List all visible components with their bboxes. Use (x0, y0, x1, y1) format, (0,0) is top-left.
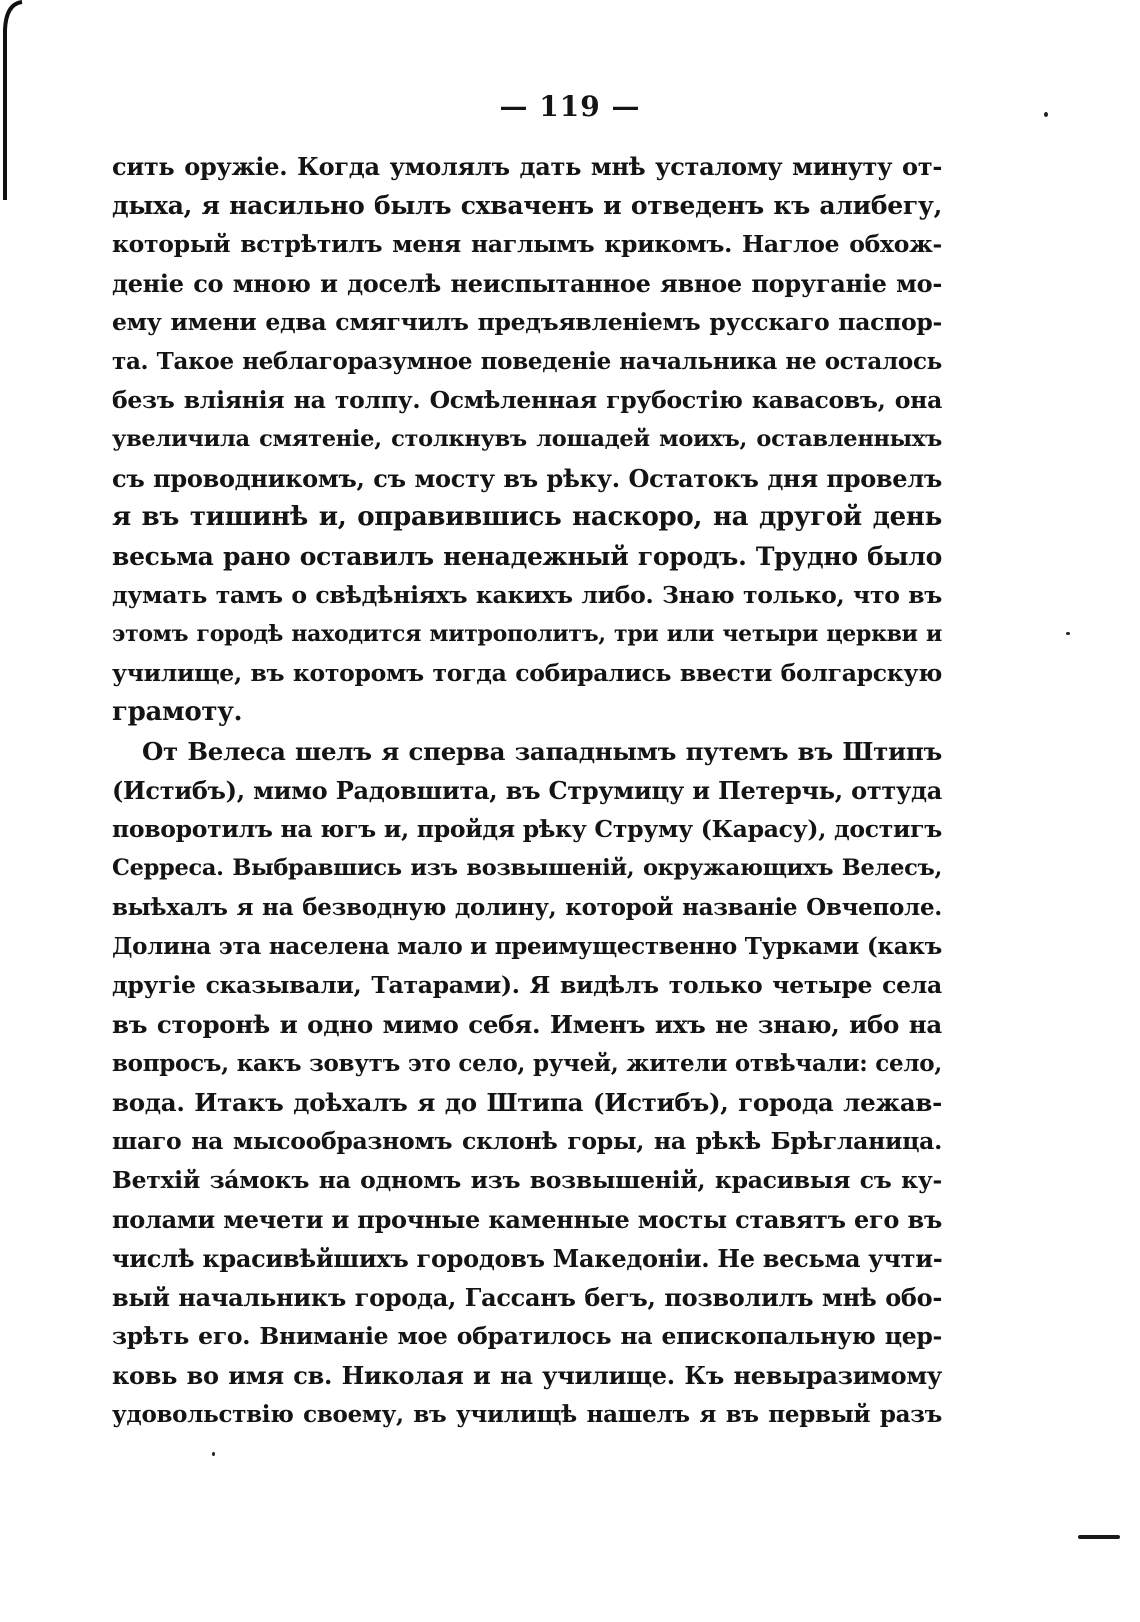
text-line: числѣ красивѣйшихъ городовъ Македоніи. Не весьма учти- (112, 1244, 942, 1273)
text-line: Серреса. Выбравшись изъ возвышеній, окружающихъ Велесъ, (112, 855, 942, 881)
scan-mark (1078, 1535, 1120, 1539)
text-line: шаго на мысообразномъ склонѣ горы, на рѣкѣ Брѣгланица. (112, 1127, 942, 1155)
scan-speck (212, 1452, 215, 1456)
text-line: училище, въ которомъ тогда собирались ввести болгарскую (112, 659, 942, 687)
text-line: другіе сказывали, Татарами). Я видѣлъ только четыре села (112, 971, 942, 999)
text-line: безъ вліянія на толпу. Осмѣленная грубостію кавасовъ, она (112, 386, 942, 414)
text-line: думать тамъ о свѣдѣніяхъ какихъ либо. Знаю только, что въ (112, 581, 942, 609)
text-line: грамоту. (112, 697, 243, 727)
text-line: поворотилъ на югъ и, пройдя рѣку Струму (Карасу), достигъ (112, 815, 942, 843)
scan-speck (1044, 112, 1048, 117)
paragraph (112, 732, 942, 1434)
page-number: — 119 — (499, 90, 641, 123)
text-line: этомъ городѣ находится митрополитъ, три или четыри церкви и (112, 621, 942, 647)
text-line: удовольствію своему, въ училищѣ нашелъ я въ первый разъ (112, 1401, 942, 1428)
text-line: зрѣть его. Вниманіе мое обратилось на епископальную цер- (112, 1322, 942, 1350)
text-line: вый начальникъ города, Гассанъ бегъ, позволилъ мнѣ обо- (112, 1283, 942, 1312)
text-line: который встрѣтилъ меня наглымъ крикомъ. Наглое обхож- (112, 230, 942, 258)
text-line: выѣхалъ я на безводную долину, которой названіе Овчеполе. (112, 894, 942, 921)
text-line: вопросъ, какъ зовутъ это село, ручей, жители отвѣчали: село, (112, 1050, 942, 1077)
text-line: весьма рано оставилъ ненадежный городъ. Трудно было (112, 542, 942, 571)
text-line: полами мечети и прочные каменные мосты ставятъ его въ (112, 1205, 942, 1234)
page-text (112, 147, 942, 1434)
text-line: От Велеса шелъ я сперва западнымъ путемъ въ Штипъ (142, 737, 942, 766)
text-line: деніе со мною и доселѣ неиспытанное явное поруганіе мо- (112, 269, 942, 298)
text-line: сить оружіе. Когда умолялъ дать мнѣ усталому минуту от- (112, 152, 942, 181)
text-line: та. Такое неблагоразумное поведеніе начальника не осталось (112, 348, 942, 375)
text-line: ковь во имя св. Николая и на училище. Къ невыразимому (112, 1361, 942, 1390)
scan-speck (1066, 632, 1070, 635)
text-line: вода. Итакъ доѣхалъ я до Штипа (Истибъ), города лежав- (112, 1088, 942, 1117)
text-line: ему имени едва смягчилъ предъявленіемъ русскаго паспор- (112, 308, 942, 336)
text-line: Долина эта населена мало и преимущественно Турками (какъ (112, 933, 942, 960)
text-line: я въ тишинѣ и, оправившись наскоро, на другой день (112, 502, 942, 532)
text-line: Ветхій за́мокъ на одномъ изъ возвышеній, красивыя съ ку- (112, 1166, 942, 1194)
text-line: (Истибъ), мимо Радовшита, въ Струмицу и Петерчь, оттуда (112, 776, 942, 805)
text-line: дыха, я насильно былъ схваченъ и отведенъ къ алибегу, (112, 191, 942, 220)
paragraph (112, 147, 942, 732)
text-line: увеличила смятеніе, столкнувъ лошадей моихъ, оставленныхъ (112, 426, 942, 452)
text-line: въ сторонѣ и одно мимо себя. Именъ ихъ не знаю, ибо на (112, 1010, 942, 1039)
text-line: съ проводникомъ, съ мосту въ рѣку. Остатокъ дня провелъ (112, 464, 942, 493)
